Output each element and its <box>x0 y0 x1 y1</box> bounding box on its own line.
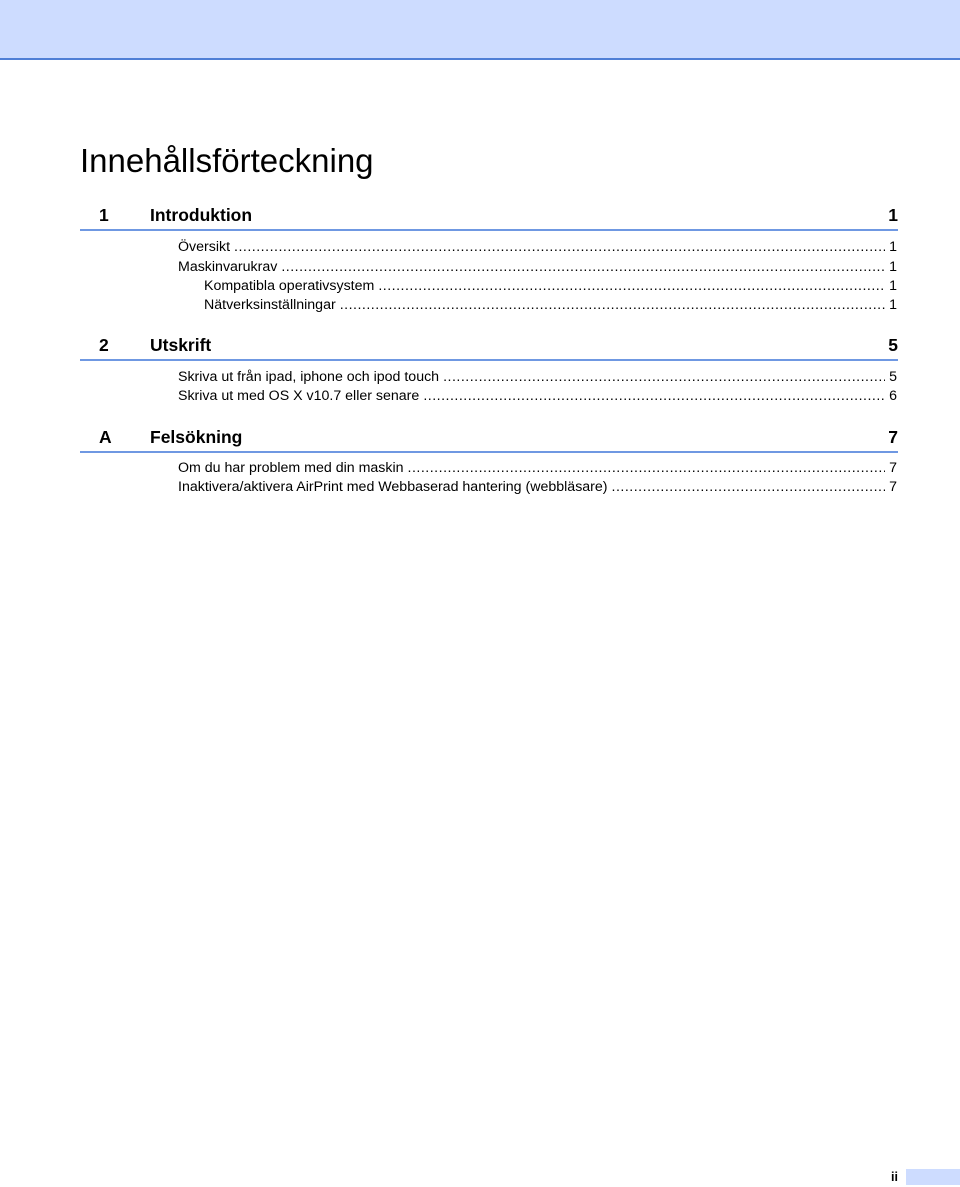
toc-chapter-felsokning[interactable] <box>80 427 898 453</box>
dot-leader <box>234 238 885 257</box>
dot-leader <box>408 459 886 478</box>
toc-entry-page: 5 <box>889 369 897 385</box>
toc-entry-label: Skriva ut med OS X v10.7 eller senare <box>178 388 420 404</box>
chapter-number: 1 <box>99 205 109 225</box>
toc-entry[interactable] <box>178 478 897 497</box>
chapter-title: Felsökning <box>150 427 243 447</box>
document-title: Innehållsförteckning <box>80 142 374 179</box>
dot-leader <box>612 478 886 497</box>
toc-subentry[interactable] <box>204 277 897 296</box>
dot-leader <box>281 258 885 277</box>
toc-entry-label: Översikt <box>178 239 231 255</box>
toc-entry-page: 1 <box>889 278 897 294</box>
toc-entry-label: Om du har problem med din maskin <box>178 460 404 476</box>
toc-entry[interactable] <box>178 387 897 406</box>
chapter-page-number: 7 <box>888 427 898 447</box>
chapter-page-number: 5 <box>888 335 898 355</box>
dot-leader <box>443 368 885 387</box>
toc-entry-page: 7 <box>889 479 897 495</box>
dot-leader <box>378 277 885 296</box>
toc-chapter-introduktion[interactable] <box>80 205 898 231</box>
chapter-title: Introduktion <box>150 205 253 225</box>
toc-entry-page: 1 <box>889 239 897 255</box>
toc-entry[interactable] <box>178 368 897 387</box>
toc-subentry[interactable] <box>204 296 897 315</box>
toc-entry[interactable] <box>178 459 897 478</box>
toc-entry-label: Skriva ut från ipad, iphone och ipod touch <box>178 369 440 385</box>
footer-band <box>906 1169 960 1185</box>
toc-entry-label: Maskinvarukrav <box>178 259 278 275</box>
toc-entry-label: Nätverksinställningar <box>204 297 336 313</box>
toc-entry-label: Inaktivera/aktivera AirPrint med Webbaserad hantering (webbläsare) <box>178 479 608 495</box>
toc-entry-label: Kompatibla operativsystem <box>204 278 375 294</box>
toc-entry-page: 7 <box>889 460 897 476</box>
toc-entry-page: 1 <box>889 297 897 313</box>
toc-entry-page: 1 <box>889 259 897 275</box>
toc-entry[interactable] <box>178 238 897 257</box>
chapter-number: 2 <box>99 335 109 355</box>
chapter-title: Utskrift <box>150 335 212 355</box>
chapter-page-number: 1 <box>888 205 898 225</box>
chapter-number: A <box>99 427 112 447</box>
toc-entry-page: 6 <box>889 388 897 404</box>
toc-chapter-utskrift[interactable] <box>80 335 898 361</box>
page-number-footer: ii <box>891 1170 898 1184</box>
dot-leader <box>423 387 885 406</box>
toc-entry[interactable] <box>178 258 897 277</box>
header-band <box>0 0 960 60</box>
dot-leader <box>340 296 885 315</box>
